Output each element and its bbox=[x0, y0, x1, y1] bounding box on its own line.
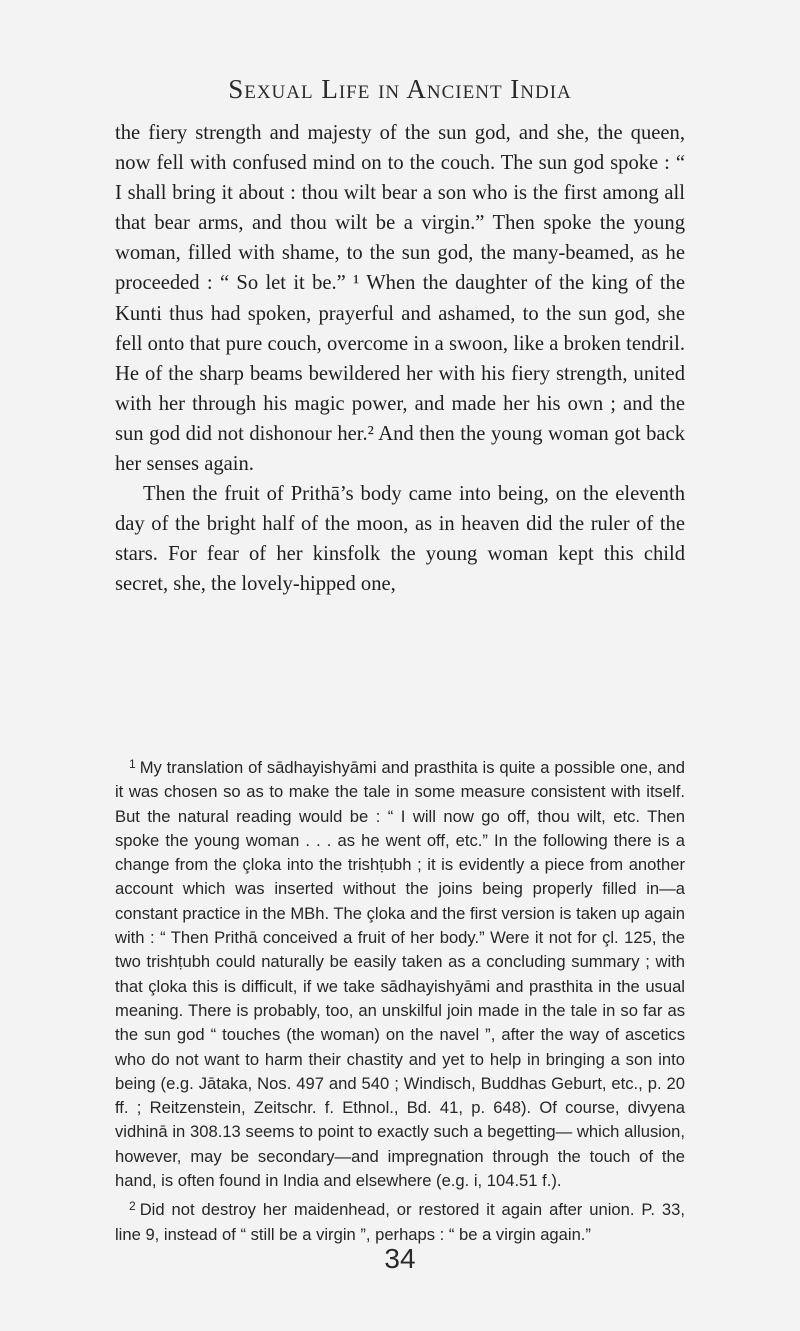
body-paragraph: the fiery strength and majesty of the sun god, and she, the queen, now fell with confused mind on to the couch. The sun god spoke : “ I shall bring it about : thou wilt bear a son who is the first among all that bear arms, and thou wilt be a virgin.” Then spoke the young woman, filled with shame, to the sun god, the many-beamed, as he proceeded : “ So let it be.” ¹ When the daughter of the king of the Kunti thus had spoken, prayerful and ashamed, to the sun god, she fell onto that pure couch, overcome in a swoon, like a broken tendril. He of the sharp beams bewildered her with his fiery strength, united with her through his magic power, and made her his own ; and the sun god did not dishonour her.² And then the young woman got back her senses again. bbox=[115, 122, 685, 476]
page-number: 34 bbox=[384, 1243, 416, 1274]
running-head: Sexual Life in Ancient India bbox=[228, 74, 572, 104]
footnotes bbox=[115, 752, 685, 1247]
body-paragraph: Then the fruit of Prithā’s body came into being, on the eleventh day of the bright half of the moon, as in heaven did the ruler of the stars. For fear of her kinsfolk the young woman kept this child secret, she, the lovely-hipped one, bbox=[115, 483, 685, 596]
footnote-number: 2 bbox=[129, 1199, 136, 1214]
footnote-number: 1 bbox=[129, 757, 136, 771]
footnote-text: Did not destroy her maidenhead, or restored it again after union. P. 33, line 9, instead of “ still be a virgin ”, perhaps : “ be a virgin again.” bbox=[115, 1200, 685, 1244]
footnote-text: My translation of sādhayishyāmi and prasthita is quite a possible one, and it was chosen so as to make the tale in some measure consistent with itself. But the natural reading would be : “ I will now go off, thou wilt, etc. Then spoke the young woman . . . as he went off, etc.” In the following there is a change from the çloka into the trishṭubh ; it is evidently a piece from another account which was inserted without the joins being properly filled in—a constant practice in the MBh. The çloka and the first version is taken up again with : “ Then Prithā conceived a fruit of her body.” Were it not for çl. 125, the two trishṭubh could naturally be easily taken as a concluding summary ; with that çloka this is difficult, if we take sādhayishyāmi and prasthita in the usual meaning. There is probably, too, an unskilful join made in the tale in so far as the sun god “ touches (the woman) on the navel ”, after the way of ascetics who do not want to harm their chastity and yet to help in bringing a son into being (e.g. Jātaka, Nos. 497 and 540 ; Windisch, Buddhas Geburt, etc., p. 20 ff. ; Reitzenstein, Zeitschr. f. Ethnol., Bd. 41, p. 648). Of course, divyena vidhinā in 308.13 seems to point to exactly such a begetting— which allusion, however, may be secondary—and impregnation through the touch of the hand, is often found in India and elsewhere (e.g. i, 104.51 f.). bbox=[115, 758, 685, 1191]
main-text bbox=[115, 118, 685, 600]
footnote bbox=[115, 752, 685, 1193]
footnote bbox=[115, 1194, 685, 1247]
